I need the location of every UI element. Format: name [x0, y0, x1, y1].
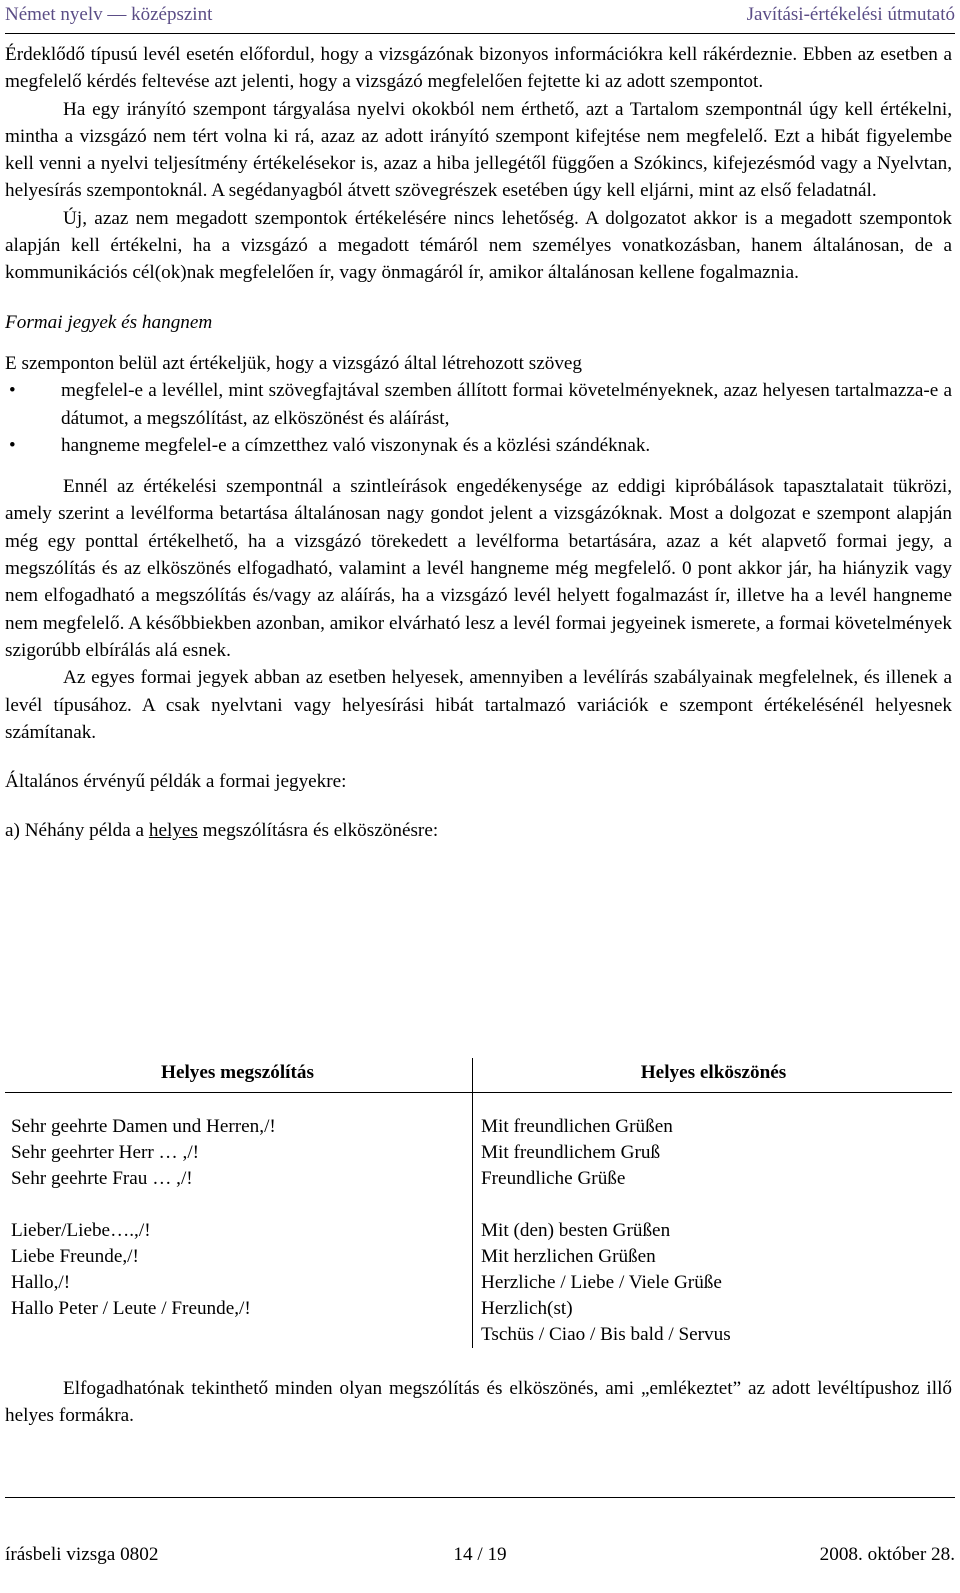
spacer: [5, 746, 952, 768]
intro-paragraph-2: Ha egy irányító szempont tárgyalása nyelvi okokból nem érthető, azt a Tartalom szempontnál úgy kell értékelni, mintha a vizsgázó nem tért volna ki rá, azaz az adott irányító szempont kifejtése nem megfelelő. Ezt a hibát figyelembe kell venni a nyelvi teljesítmény értékelésekor is, azaz a hiba jellegétől függően a Szókincs, kifejezésmód vagy a Nyelvtan, helyesírás szempontoknál. A segédanyagból átvett szövegrészek esetében úgy kell eljárni, mint az első feladatnál.: [5, 98, 952, 202]
spacer: [5, 459, 952, 473]
closing-paragraph: Elfogadhatónak tekinthető minden olyan megszólítás és elköszönés, ami „emlékeztet” az adott levéltípushoz illő helyes formákra.: [5, 1378, 952, 1427]
table-row: Sehr geehrte Damen und Herren,/!: [11, 1116, 276, 1137]
footer-page-number: 14 / 19: [453, 1544, 507, 1565]
formai-paragraph-1: Ennél az értékelési szempontnál a szintleírások engedékenysége az eddigi kipróbálások tapasztalatait tükrözi, amely szerint a levélforma betartása általánosan nagy gondot jelent a vizsgázóknak. Most a dolgozat e szempont alapján még egy ponttal értékelhető, ha a vizsgázó törekedett a levélforma betartására, azaz a két alapvető formai jegy, a megszólítás és az elköszönés elfogadható, valamint a levél hangneme még megfelelő. 0 pont akkor jár, ha hiányzik vagy nem elfogadható a megszólítás és/vagy az aláírás, ha a vizsgázó levél helyett fogalmazást ír, illetve ha a levél hangneme nem megfelelő. A későbbiekben azonban, amikor elvárható lesz a levél formai jegyeinek ismerete, a formai követelmények szigorúbb elbírálás alá esnek.: [5, 476, 952, 661]
header-subject: Német nyelv — középszint: [5, 4, 213, 25]
table-row: Hallo Peter / Leute / Freunde,/!: [11, 1298, 251, 1319]
table-row: Herzlich(st): [481, 1298, 573, 1319]
spacer: [11, 1192, 276, 1218]
formai-paragraph-2: Az egyes formai jegyek abban az esetben helyesek, amennyiben a levélírás szabályainak megfelelnek, és illenek a levél típusához. A csak nyelvtani vagy helyesírási hibát tartalmazó variációk e szempont értékelésénél helyesnek számítanak.: [5, 667, 952, 743]
formai-lead: E szemponton belül azt értékeljük, hogy a vizsgázó által létrehozott szöveg: [5, 352, 583, 374]
page-footer: [5, 1544, 955, 1574]
spacer: [5, 795, 952, 817]
intro-paragraph-1: Érdeklődő típusú levél esetén előfordul, hogy a vizsgázónak bizonyos információkra kell rákérdeznie. Ebben az esetben a megfelelő kérdés feltevése azt jelenti, hogy a vizsgázó megfelelően fejtette ki az adott szempontot.: [5, 44, 952, 93]
subheading-underlined: helyes: [148, 820, 198, 842]
table-row: Freundliche Grüße: [481, 1168, 626, 1189]
main-content: [5, 41, 952, 845]
salutation-column: [11, 1114, 276, 1322]
table-row: Mit (den) besten Grüßen: [481, 1220, 671, 1241]
examples-heading: Általános érvényű példák a formai jegyekre:: [5, 771, 347, 793]
bullet-text: hangneme megfelel-e a címzetthez való viszonynak és a közlési szándéknak.: [61, 434, 651, 456]
spacer: [5, 287, 952, 309]
table-column-divider: [472, 1058, 473, 1348]
list-item: [5, 432, 952, 459]
formai-bullet-list: [5, 377, 952, 459]
table-row: Liebe Freunde,/!: [11, 1246, 139, 1267]
bullet-text: megfelel-e a levéllel, mint szövegfajtával szemben állított formai követelményeknek, azaz helyesen tartalmazza-e a dátumot, a megszólítást, az elköszönést és aláírást,: [61, 380, 952, 429]
header-guide-title: Javítási-értékelési útmutató: [746, 4, 955, 25]
table-row: Hallo,/!: [11, 1272, 71, 1293]
table-row: Mit herzlichen Grüßen: [481, 1246, 656, 1267]
table-row: Sehr geehrte Frau … ,/!: [11, 1168, 193, 1189]
closing-section: [5, 1375, 952, 1430]
page-header: [5, 4, 955, 30]
table-row: Tschüs / Ciao / Bis bald / Servus: [481, 1324, 731, 1345]
table-header-salutation: Helyes megszólítás: [161, 1062, 314, 1083]
bullet-icon: •: [9, 380, 16, 402]
section-heading-formai: Formai jegyek és hangnem: [5, 311, 213, 333]
table-header-rule: [5, 1092, 952, 1093]
table-header-closing: Helyes elköszönés: [640, 1062, 787, 1083]
footer-exam-code: írásbeli vizsga 0802: [5, 1544, 159, 1565]
table-row: Sehr geehrter Herr … ,/!: [11, 1142, 200, 1163]
header-rule: [5, 33, 955, 34]
table-row: Mit freundlichem Gruß: [481, 1142, 661, 1163]
intro-paragraph-3: Új, azaz nem megadott szempontok értékelésére nincs lehetőség. A dolgozatot akkor is a megadott szempontok alapján kell értékelni, ha a vizsgázó a megadott témáról nem személyes vonatkozásban, hanem általánosan, de a kommunikációs cél(ok)nak megfelelően ír, vagy önmagáról ír, amikor általánosan kellene fogalmaznia.: [5, 207, 952, 284]
closing-column: [481, 1114, 731, 1348]
spacer: [481, 1192, 731, 1218]
list-item: [5, 377, 952, 432]
subheading-prefix: a) Néhány példa a: [5, 820, 149, 842]
bullet-icon: •: [9, 434, 16, 456]
footer-rule: [5, 1497, 955, 1498]
greetings-table: [5, 1058, 952, 1350]
examples-subheading: [5, 817, 952, 844]
table-row: Lieber/Liebe….,/!: [11, 1220, 151, 1241]
footer-date: 2008. október 28.: [819, 1544, 955, 1565]
table-row: Herzliche / Liebe / Viele Grüße: [481, 1272, 722, 1293]
table-row: Mit freundlichen Grüßen: [481, 1116, 673, 1137]
subheading-suffix: megszólításra és elköszönésre:: [197, 820, 439, 842]
spacer: [5, 336, 952, 350]
